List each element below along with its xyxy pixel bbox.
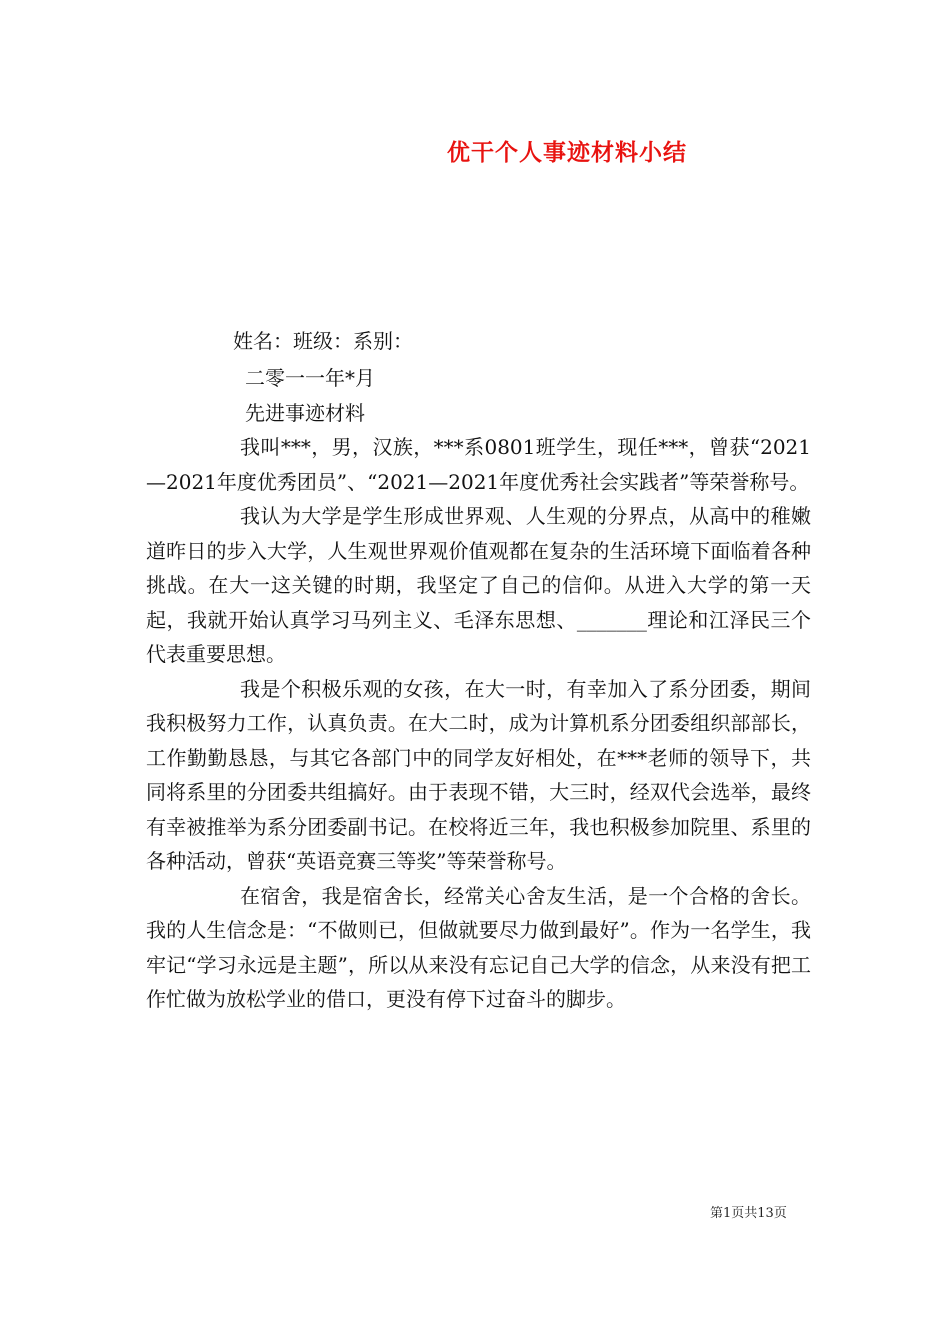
document-title: 优干个人事迹材料小结 xyxy=(447,139,687,166)
section-heading: 先进事迹材料 xyxy=(245,401,365,425)
meta-line: 姓名：班级：系别： xyxy=(233,329,413,353)
paragraph-3: 我是个积极乐观的女孩，在大一时，有幸加入了系分团委，期间我积极努力工作，认真负责。在大二时，成为计算机系分团委组织部部长，工作勤勤恳恳，与其它各部门中的同学友好相处，在***老师的领导下，共同将系里的分团委共组搞好。由于表现不错，大三时，经双代会选举，最终有幸被推举为系分团委副书记。在校将近三年，我也积极参加院里、系里的各种活动，曾获“英语竞赛三等奖”等荣誉称号。 xyxy=(146,676,811,873)
paragraph-4: 在宿舍，我是宿舍长，经常关心舍友生活，是一个合格的舍长。我的人生信念是：“不做则已，但做就要尽力做到最好”。作为一名学生，我牢记“学习永远是主题”，所以从来没有忘记自己大学的信念，从来没有把工作忙做为放松学业的借口，更没有停下过奋斗的脚步。 xyxy=(146,883,811,1011)
paragraph-1: 我叫***，男，汉族，***系0801班学生，现任***，曾获“2021—2021年度优秀团员”、“2021—2021年度优秀社会实践者”等荣誉称号。 xyxy=(146,435,811,494)
page-number-footer: 第1页共13页 xyxy=(710,1206,787,1221)
paragraph-2: 我认为大学是学生形成世界观、人生观的分界点，从高中的稚嫩道昨日的步入大学，人生观世界观价值观都在复杂的生活环境下面临着各种挑战。在大一这关键的时期，我坚定了自己的信仰。从进入大学的第一天起，我就开始认真学习马列主义、毛泽东思想、_______理论和江泽民三个代表重要思想。 xyxy=(146,504,811,666)
body-text xyxy=(146,430,811,1017)
date-line: 二零一一年*月 xyxy=(245,366,375,390)
